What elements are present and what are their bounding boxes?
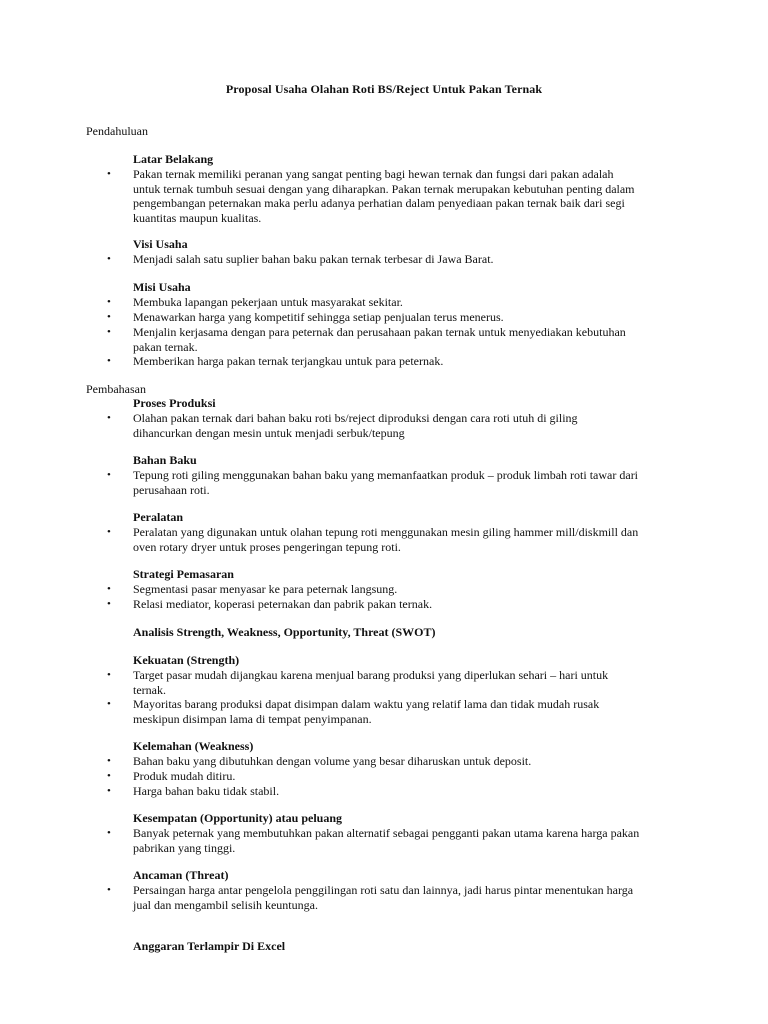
list-item [133,769,688,784]
list-item-line: untuk ternak tumbuh sesuai dengan yang diharapkan. Pakan ternak merupakan kebutuhan penting dalam [133,181,635,196]
list-item-line: Mayoritas barang produksi dapat disimpan dalam waktu yang relatif lama dan tidak mudah rusak [133,697,600,711]
kelemahan-heading: Kelemahan (Weakness) [133,739,254,753]
list-item [133,325,688,354]
list-item-line: pengembangan peternakan maka perlu adanya perhatian dalam penyediaan pakan ternak baik dari segi [133,196,625,210]
list-item [133,668,688,697]
list-item-line: Persaingan harga antar pengelola penggilingan roti satu dan lainnya, jadi harus pintar menentukan harga [133,883,634,897]
list-item-line: Memberikan harga pakan ternak terjangkau untuk para peternak. [133,354,444,368]
bullet-icon: • [107,311,111,323]
list-item-line: oven rotary dryer untuk proses pengeringan tepung roti. [133,539,401,554]
list-item-line: Banyak peternak yang membutuhkan pakan alternatif sebagai pengganti pakan utama karena harga pakan [133,826,640,840]
list-item-line: Relasi mediator, koperasi peternakan dan pabrik pakan ternak. [133,597,433,611]
list-item [133,582,688,597]
swot-heading: Analisis Strength, Weakness, Opportunity, Threat (SWOT) [133,625,436,639]
list-item [133,167,688,225]
bullet-icon: • [107,253,111,265]
bahan-heading: Bahan Baku [133,453,197,467]
bullet-icon: • [107,598,111,610]
list-item-line: Pakan ternak memiliki peranan yang sangat penting bagi hewan ternak dan fungsi dari pakan adalah [133,167,614,181]
bullet-icon: • [107,770,111,782]
bullet-icon: • [107,296,111,308]
list-item [133,310,688,325]
peralatan-heading: Peralatan [133,510,183,524]
list-item [133,468,688,497]
list-item [133,525,688,554]
bullet-icon: • [107,326,111,338]
list-item [133,252,688,267]
document-title: Proposal Usaha Olahan Roti BS/Reject Untuk Pakan Ternak [225,82,543,96]
bullet-icon: • [107,168,111,180]
anggaran-heading: Anggaran Terlampir Di Excel [133,939,286,953]
list-item-line: Membuka lapangan pekerjaan untuk masyarakat sekitar. [133,295,403,309]
bullet-icon: • [107,669,111,681]
proses-heading: Proses Produksi [133,396,216,410]
list-item-line: Bahan baku yang dibutuhkan dengan volume yang besar diharuskan untuk deposit. [133,754,532,768]
list-item-line: Menjalin kerjasama dengan para peternak dan perusahaan pakan ternak untuk menyediakan kebutuhan [133,325,626,339]
list-item-line: Segmentasi pasar menyasar ke para peternak langsung. [133,582,398,596]
list-item-line: Peralatan yang digunakan untuk olahan tepung roti menggunakan mesin giling hammer mill/diskmill dan [133,525,639,539]
list-item [133,826,688,855]
bullet-icon: • [107,526,111,538]
list-item-line: pabrikan yang tinggi. [133,840,236,855]
list-item-line: Olahan pakan ternak dari bahan baku roti bs/reject diproduksi dengan cara roti utuh di giling [133,411,578,425]
bullet-icon: • [107,884,111,896]
latar-heading: Latar Belakang [133,152,214,166]
kekuatan-heading: Kekuatan (Strength) [133,653,240,667]
strategi-heading: Strategi Pemasaran [133,567,234,581]
list-item [133,883,688,912]
bullet-icon: • [107,355,111,367]
bullet-icon: • [107,412,111,424]
visi-heading: Visi Usaha [133,237,188,251]
list-item-line: Harga bahan baku tidak stabil. [133,784,280,798]
list-item-line: perusahaan roti. [133,482,210,497]
bullet-icon: • [107,755,111,767]
list-item-line: Menawarkan harga yang kompetitif sehingga setiap penjualan terus menerus. [133,310,504,324]
list-item-line: Menjadi salah satu suplier bahan baku pakan ternak terbesar di Jawa Barat. [133,252,494,266]
bullet-icon: • [107,698,111,710]
list-item [133,597,688,612]
list-item-line: pakan ternak. [133,339,198,354]
list-item [133,354,688,369]
list-item-line: ternak. [133,682,166,697]
list-item-line: Target pasar mudah dijangkau karena menjual barang produksi yang diperlukan sehari – hari untuk [133,668,609,682]
list-item [133,784,688,799]
section-pendahuluan: Pendahuluan [86,124,148,138]
list-item-line: jual dan mengambil selisih keuntunga. [133,897,318,912]
list-item-line: Tepung roti giling menggunakan bahan baku yang memanfaatkan produk – produk limbah roti tawar dari [133,468,639,482]
bullet-icon: • [107,827,111,839]
list-item-line: Produk mudah ditiru. [133,769,236,783]
section-pembahasan: Pembahasan [86,382,146,396]
ancaman-heading: Ancaman (Threat) [133,868,229,882]
bullet-icon: • [107,583,111,595]
list-item-line: meskipun disimpan lama di tempat penyimpanan. [133,711,372,726]
list-item [133,697,688,726]
misi-heading: Misi Usaha [133,280,191,294]
bullet-icon: • [107,469,111,481]
list-item [133,411,688,440]
list-item-line: dihancurkan dengan mesin untuk menjadi serbuk/tepung [133,425,405,440]
list-item [133,754,688,769]
list-item-line: kuantitas maupun kualitas. [133,210,262,225]
kesempatan-heading: Kesempatan (Opportunity) atau peluang [133,811,343,825]
list-item [133,295,688,310]
bullet-icon: • [107,785,111,797]
